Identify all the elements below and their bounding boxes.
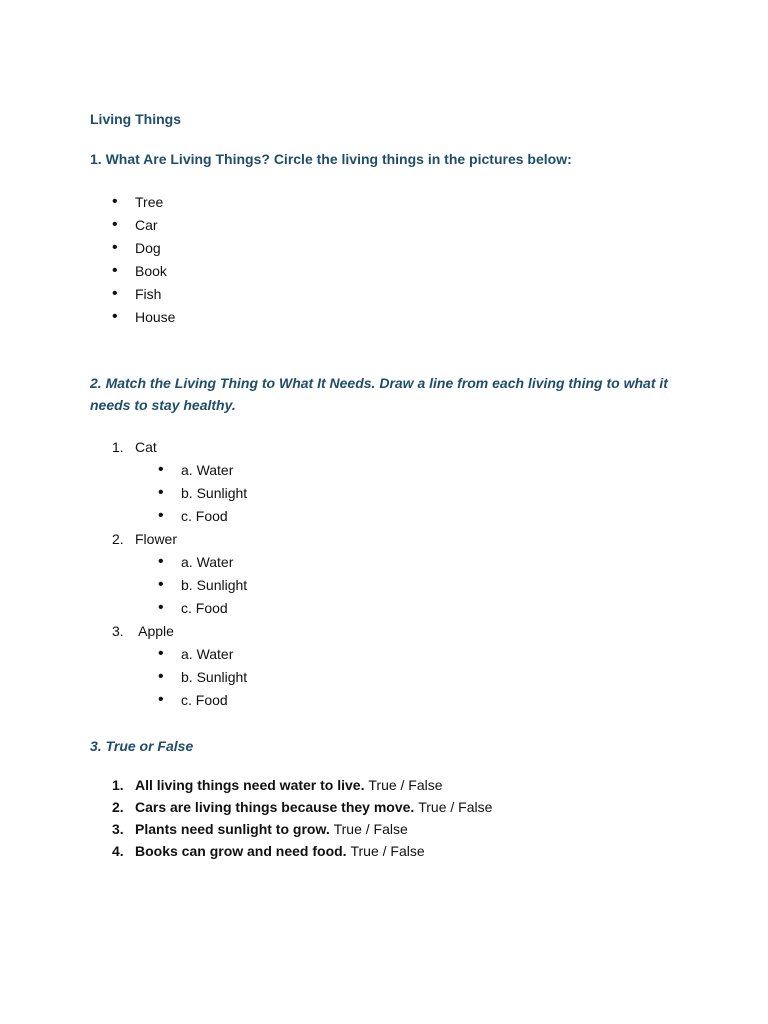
option-item: • b. Sunlight (112, 483, 247, 506)
match-item (112, 437, 247, 529)
living-things-list (112, 192, 175, 330)
true-false-item (112, 798, 492, 820)
section3-heading: 3. True or False (90, 738, 194, 754)
matching-list (112, 437, 247, 713)
statement-text: Plants need sunlight to grow. (135, 821, 334, 837)
match-item (112, 621, 247, 713)
option-item: • a. Water (112, 460, 247, 483)
item-number: 1. (112, 439, 124, 455)
list-item: • Tree (112, 192, 175, 215)
options-list (112, 644, 247, 713)
list-item: • House (112, 307, 175, 330)
option-item: • c. Food (112, 690, 247, 713)
option-item: • a. Water (112, 644, 247, 667)
list-item: • Car (112, 215, 175, 238)
statement-text: All living things need water to live. (135, 777, 369, 793)
true-false-item (112, 820, 492, 842)
statement-text: Cars are living things because they move. (135, 799, 419, 815)
item-number: 3. (112, 623, 124, 639)
match-item (112, 529, 247, 621)
true-false-list (112, 776, 492, 864)
option-item: • a. Water (112, 552, 247, 575)
true-false-item (112, 842, 492, 864)
item-number: 3. (112, 821, 124, 837)
item-label: Apple (135, 623, 174, 639)
option-item: • c. Food (112, 598, 247, 621)
statement-text: Books can grow and need food. (135, 843, 351, 859)
item-number: 2. (112, 531, 124, 547)
options-list (112, 460, 247, 529)
item-label: Flower (135, 531, 178, 547)
answer-choices: True / False (368, 777, 443, 793)
option-item: • b. Sunlight (112, 667, 247, 690)
list-item: • Book (112, 261, 175, 284)
item-number: 2. (112, 799, 124, 815)
answer-choices: True / False (350, 843, 425, 859)
item-number: 1. (112, 777, 124, 793)
item-number: 4. (112, 843, 124, 859)
option-item: • b. Sunlight (112, 575, 247, 598)
page-title: Living Things (90, 111, 181, 127)
true-false-item (112, 776, 492, 798)
answer-choices: True / False (333, 821, 408, 837)
item-label: Cat (135, 439, 157, 455)
answer-choices: True / False (418, 799, 493, 815)
options-list (112, 552, 247, 621)
section1-heading: 1. What Are Living Things? Circle the living things in the pictures below: (90, 151, 572, 167)
list-item: • Dog (112, 238, 175, 261)
section2-heading: 2. Match the Living Thing to What It Needs. Draw a line from each living thing to what it needs to stay healthy. (90, 375, 668, 413)
option-item: • c. Food (112, 506, 247, 529)
list-item: • Fish (112, 284, 175, 307)
